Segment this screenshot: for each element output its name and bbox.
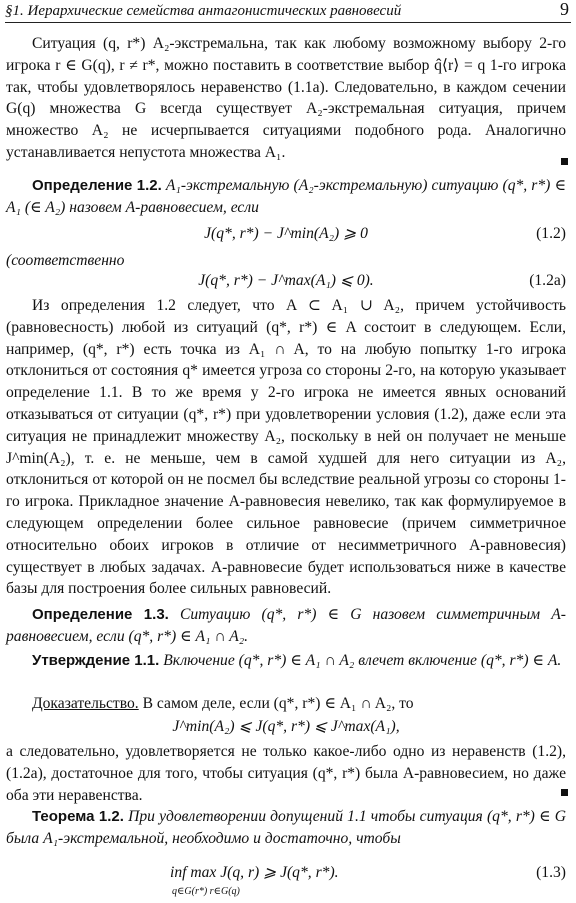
definition-text: Ситуацию (q*, r*) ∈ G назовем симметричным A-равновесием, если (q*, r*) ∈ A₁ ∩ A₂. [6,606,566,645]
definition-heading: Определение 1.2. [32,177,162,194]
running-header [5,0,571,23]
paragraph-text: а следовательно, удовлетворяется не только какое-либо одно из неравенств (1.2), (1.2а), достаточное для того, чтобы ситуация (q*, r*) была A-равновесием, но даже оба эти неравенства. [6,743,566,804]
statement-1-1 [6,650,566,672]
theorem-text: При удовлетворении допущений 1.1 чтобы ситуация (q*, r*) ∈ G была A₁-экстремальной, необходимо и достаточно, чтобы [6,808,567,847]
paragraph-3 [6,741,566,806]
paragraph-text: Из определения 1.2 следует, что A ⊂ A₁ ∪ A₂, причем устойчивость (равновесность) любой из ситуаций (q*, r*) ∈ A состоит в следующем. Если, например, (q*, r*) есть точка из A₁ ∩ A, то на любую попытку 1-го игрока отклониться от состояния q* имеется угроза со стороны 2-го, на которую указывает определение 1.1. В то же время у 2-го игрока не имеется явных оснований отказываться от ситуации (q*, r*) при удовлетворении условия (1.2), даже если эта ситуация не принадлежит множеству A₂, поскольку в ней он получает не меньше J^min(A₂), т. е. не меньше, чем в самой худшей для него ситуации из A₂, отклониться от которой он не посмел бы вследствие реальной угрозы со стороны 1-го игрока. Прикладное значение A-равновесия невелико, так как формулируемое в следующем определении более сильное равновесие (причем симметричное относительно обоих игроков в отличие от несимметричного A-равновесия) существует в любых задачах. A-равновесие будет использоваться ниже в качестве базы для построения более сильных равновесий. [6,297,566,598]
equation-label: (1.3) [536,864,566,881]
statement-text: Включение (q*, r*) ∈ A₁ ∩ A₂ влечет включение (q*, r*) ∈ A. [163,652,562,669]
proof-heading: Доказательство. [32,695,139,712]
theorem-1-2 [6,806,566,850]
qed-mark [561,789,568,796]
paragraph-1 [6,33,566,164]
equation-1-3-label-row [6,862,566,886]
equation-subscript: q∈G(r*) r∈G(q) [172,886,240,897]
proof-text: В самом деле, если (q*, r*) ∈ A₁ ∩ A₂, то [142,695,414,712]
equation-body: J(q*, r*) − J^max(A₁) ⩽ 0). [198,272,374,289]
definition-text: A₁-экстремальную (A₂-экстремальную) ситуацию (q*, r*) ∈ A₁ (∈ A₂) назовем A-равновесием, если [6,177,566,216]
equation-body: J^min(A₂) ⩽ J(q*, r*) ⩽ J^max(A₁), [172,718,400,735]
page-number: 9 [560,0,569,19]
equation-1-2a-line [6,270,566,294]
theorem-heading: Теорема 1.2. [32,808,124,825]
proof-equation [6,716,566,740]
qed-mark [561,158,568,165]
section-title: §1. Иерархические семейства антагонистических равновесий [5,3,402,19]
equation-label: (1.2а) [529,272,566,289]
definition-heading: Определение 1.3. [32,606,169,623]
proof [6,693,566,715]
equation-body: J(q*, r*) − J^min(A₂) ⩾ 0 [204,225,368,242]
equation-1-2 [6,223,566,247]
paragraph-text: Ситуация (q, r*) A₂-экстремальна, так как любому возможному выбору 2-го игрока r ∈ G(q), r ≠ r*, можно поставить в соответствие выбор q̂⟨r⟩ = q 1-го игрока так, чтобы удовлетворялось неравенство (1.1а). Следовательно, в каждом сечении G(q) множества G всегда существует A₂-экстремальная ситуация, причем множество A₂ не исчерпывается ситуациями подобного рода. Аналогично устанавливается непустота множества A₁. [6,35,566,161]
paragraph-2 [6,295,566,600]
statement-heading: Утверждение 1.1. [32,652,160,669]
definition-1-2 [6,175,566,219]
equation-label: (1.2) [536,225,566,242]
definition-1-3 [6,604,566,648]
equation-body: inf max J(q, r) ⩾ J(q*, r*). [170,864,339,881]
equation-prefix: (соответственно [6,252,125,269]
